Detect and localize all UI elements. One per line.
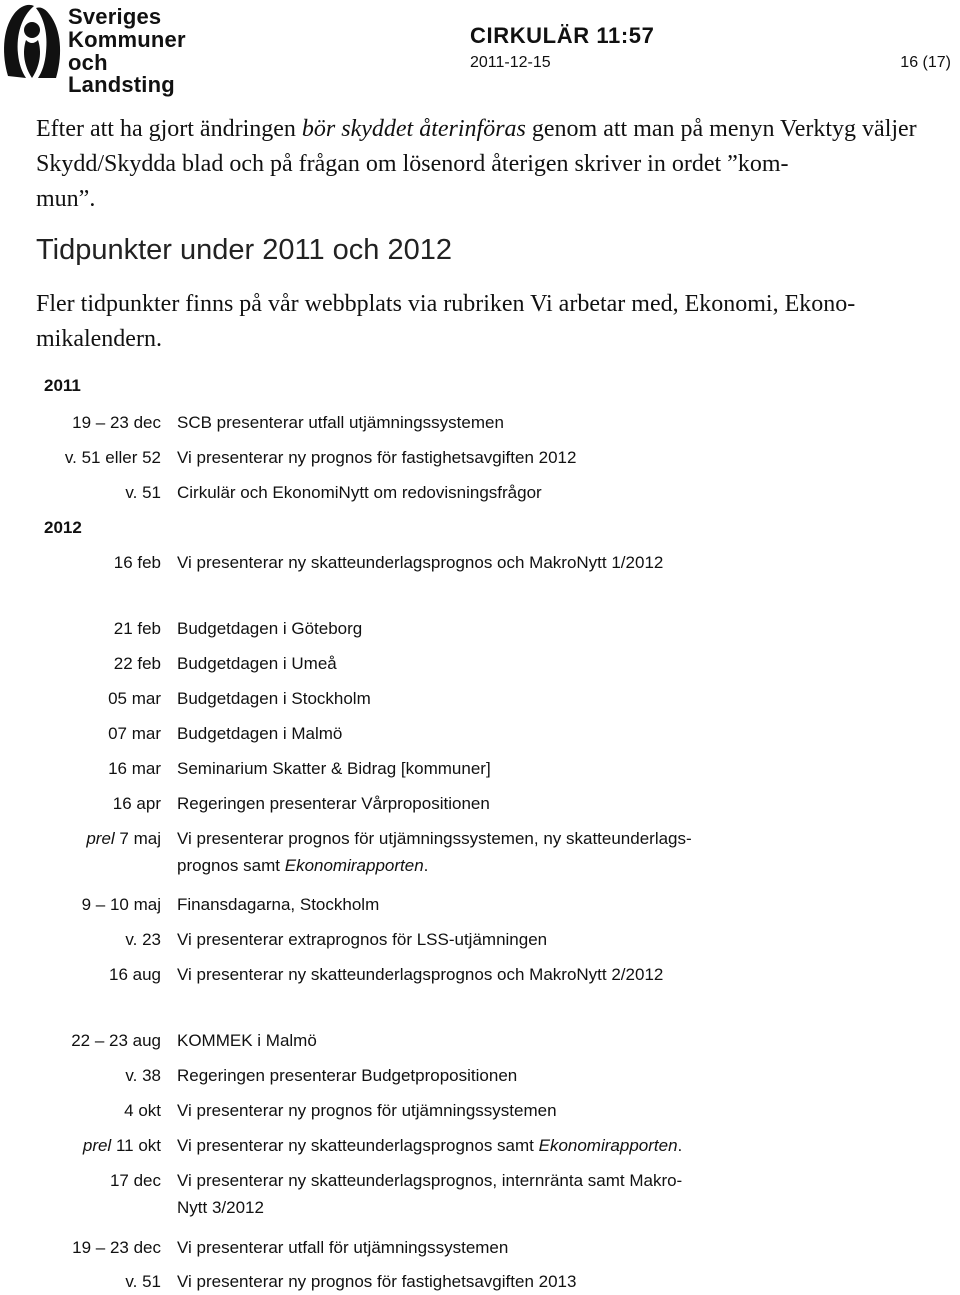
- row-description: Seminarium Skatter & Bidrag [kommuner]: [177, 759, 491, 778]
- lead-line-1: Fler tidpunkter finns på vår webbplats via rubriken Vi arbetar med, Ekonomi, Ekono-: [36, 291, 856, 317]
- skl-emblem-icon: [0, 0, 64, 80]
- row-description: KOMMEK i Malmö: [177, 1031, 317, 1050]
- row-description-line-2: prognos samt: [177, 856, 285, 875]
- row-date: v. 38: [125, 1066, 161, 1085]
- row-description: [177, 1167, 797, 1221]
- row-description: Regeringen presenterar Budgetpropositionen: [177, 1066, 518, 1085]
- row-description-end: .: [677, 1136, 683, 1155]
- row-description: Regeringen presenterar Vårpropositionen: [177, 794, 490, 813]
- row-date-prefix: prel: [86, 829, 115, 848]
- row-description-italic: Ekonomirapporten: [284, 856, 424, 875]
- row-description: Vi presenterar ny skatteunderlagsprognos och MakroNytt 1/2012: [177, 553, 664, 572]
- row-date: 16 mar: [108, 759, 161, 778]
- row-date: 07 mar: [108, 724, 161, 743]
- document-date: 2011-12-15: [470, 54, 551, 71]
- logo-line-1: Sveriges: [68, 4, 162, 29]
- page-number: 16 (17): [900, 54, 951, 71]
- row-description: Finansdagarna, Stockholm: [177, 895, 380, 914]
- lead-line-2: mikalendern.: [36, 326, 162, 352]
- row-date: 21 feb: [113, 619, 161, 638]
- row-description: Vi presenterar utfall för utjämningssystemen: [177, 1238, 509, 1257]
- intro-text-3: mun”.: [36, 186, 96, 212]
- row-date: 19 – 23 dec: [72, 413, 161, 432]
- row-description: Budgetdagen i Göteborg: [177, 619, 363, 638]
- intro-italic-text: bör skyddet återinföras: [301, 116, 526, 142]
- row-date: 22 feb: [113, 654, 161, 673]
- row-date: 4 okt: [124, 1101, 161, 1120]
- row-date-value: 11 okt: [111, 1136, 161, 1155]
- intro-text-2: genom att man på menyn Verktyg väljer Skydd/Skydda blad och på frågan om lösenord återigen skriver in ordet ”kom-: [36, 116, 917, 177]
- row-description: SCB presenterar utfall utjämningssystemen: [177, 413, 504, 432]
- row-date: v. 51: [125, 483, 161, 502]
- row-description-italic: Ekonomirapporten: [538, 1136, 678, 1155]
- row-description: [177, 825, 797, 879]
- row-description-line-2: Nytt 3/2012: [177, 1198, 264, 1217]
- row-date: 05 mar: [108, 689, 161, 708]
- row-date-prefix: prel: [82, 1136, 112, 1155]
- row-description-line-1: Vi presenterar prognos för utjämningssystemen, ny skatteunderlags-: [177, 829, 692, 848]
- row-date: [83, 1132, 161, 1159]
- organization-logo: [0, 0, 200, 97]
- row-description: Vi presenterar extraprognos för LSS-utjämningen: [177, 930, 548, 949]
- section-heading: Tidpunkter under 2011 och 2012: [36, 234, 452, 266]
- row-date: v. 51: [125, 1272, 161, 1291]
- year-heading-2012: 2012: [44, 518, 82, 537]
- row-description: Vi presenterar ny skatteunderlagsprognos och MakroNytt 2/2012: [177, 965, 664, 984]
- intro-text-1: Efter att ha gjort ändringen: [36, 116, 302, 142]
- logo-line-2: Kommuner: [68, 27, 186, 52]
- logo-line-3: och Landsting: [68, 50, 175, 97]
- row-description: Vi presenterar ny prognos för fastighetsavgiften 2013: [177, 1272, 577, 1291]
- row-date: 16 feb: [113, 553, 161, 572]
- row-description: Cirkulär och EkonomiNytt om redovisningsfrågor: [177, 483, 542, 502]
- row-date: 17 dec: [109, 1171, 161, 1190]
- row-description-text: Vi presenterar ny skatteunderlagsprognos samt: [177, 1136, 539, 1155]
- row-date: [86, 825, 161, 852]
- row-description: Budgetdagen i Stockholm: [177, 689, 371, 708]
- row-description: [177, 1132, 797, 1159]
- row-description-line-1: Vi presenterar ny skatteunderlagsprognos, internränta samt Makro-: [177, 1171, 683, 1190]
- document-title: CIRKULÄR 11:57: [470, 23, 655, 48]
- row-date: 9 – 10 maj: [81, 895, 161, 914]
- intro-paragraph: [36, 112, 936, 217]
- year-heading-2011: 2011: [44, 376, 81, 395]
- row-date: 16 apr: [112, 794, 161, 813]
- row-date: v. 23: [125, 930, 161, 949]
- row-date: 19 – 23 dec: [72, 1238, 161, 1257]
- row-date: 22 – 23 aug: [71, 1031, 161, 1050]
- row-date: 16 aug: [109, 965, 161, 984]
- row-date-value: 7 maj: [114, 829, 161, 848]
- row-date: v. 51 eller 52: [64, 448, 161, 467]
- row-description: Budgetdagen i Umeå: [177, 654, 337, 673]
- row-description: Vi presenterar ny prognos för utjämningssystemen: [177, 1101, 557, 1120]
- section-lead: [36, 287, 936, 357]
- row-description: Vi presenterar ny prognos för fastighetsavgiften 2012: [177, 448, 577, 467]
- row-description-end: .: [423, 856, 429, 875]
- row-description: Budgetdagen i Malmö: [177, 724, 343, 743]
